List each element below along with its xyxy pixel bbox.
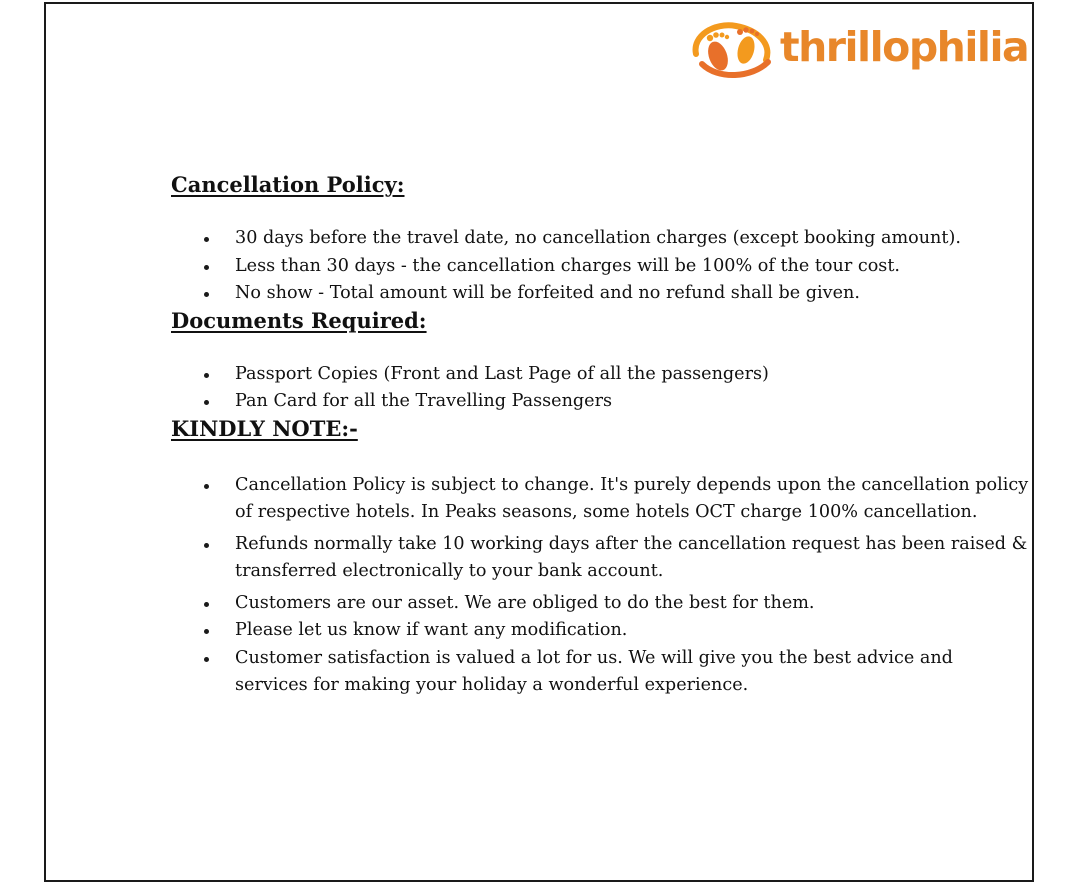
list-item: No show - Total amount will be forfeited and no refund shall be given. (171, 280, 1031, 308)
list-item: Customers are our asset. We are obliged to do the best for them. (171, 590, 1031, 618)
bullet-icon (204, 629, 209, 634)
bullet-icon (204, 400, 209, 405)
bullet-icon (204, 237, 209, 242)
document-page (44, 2, 1034, 882)
documents-required-list (171, 361, 1031, 416)
bullet-icon (204, 292, 209, 297)
bullet-icon (204, 657, 209, 662)
list-item: Passport Copies (Front and Last Page of all the passengers) (171, 361, 1031, 389)
cancellation-policy-heading: Cancellation Policy: (171, 172, 405, 197)
bullet-icon (204, 265, 209, 270)
documents-required-heading: Documents Required: (171, 307, 427, 333)
list-item: Refunds normally take 10 working days after the cancellation request has been raised & transferred electronically to your bank account. (171, 531, 1031, 586)
kindly-note-heading: KINDLY NOTE:- (171, 415, 358, 441)
bullet-icon (204, 484, 209, 489)
document-content (171, 172, 1031, 700)
footprints-logo-icon (688, 14, 776, 84)
list-item: Customer satisfaction is valued a lot for us. We will give you the best advice and services for making your holiday a wonderful experience. (171, 645, 1031, 700)
bullet-icon (204, 373, 209, 378)
list-item: 30 days before the travel date, no cancellation charges (except booking amount). (171, 225, 1031, 253)
list-item: Less than 30 days - the cancellation charges will be 100% of the tour cost. (171, 253, 1031, 281)
bullet-icon (204, 602, 209, 607)
list-item: Please let us know if want any modification. (171, 617, 1031, 645)
kindly-note-list (171, 472, 1031, 700)
list-item: Cancellation Policy is subject to change. It's purely depends upon the cancellation policy of respective hotels. In Peaks seasons, some hotels OCT charge 100% cancellation. (171, 472, 1031, 527)
bullet-icon (204, 543, 209, 548)
cancellation-policy-list (171, 225, 1031, 308)
list-item: Pan Card for all the Travelling Passengers (171, 388, 1031, 416)
brand-logo (688, 14, 1028, 84)
brand-name: thrillophilia (780, 23, 1029, 71)
